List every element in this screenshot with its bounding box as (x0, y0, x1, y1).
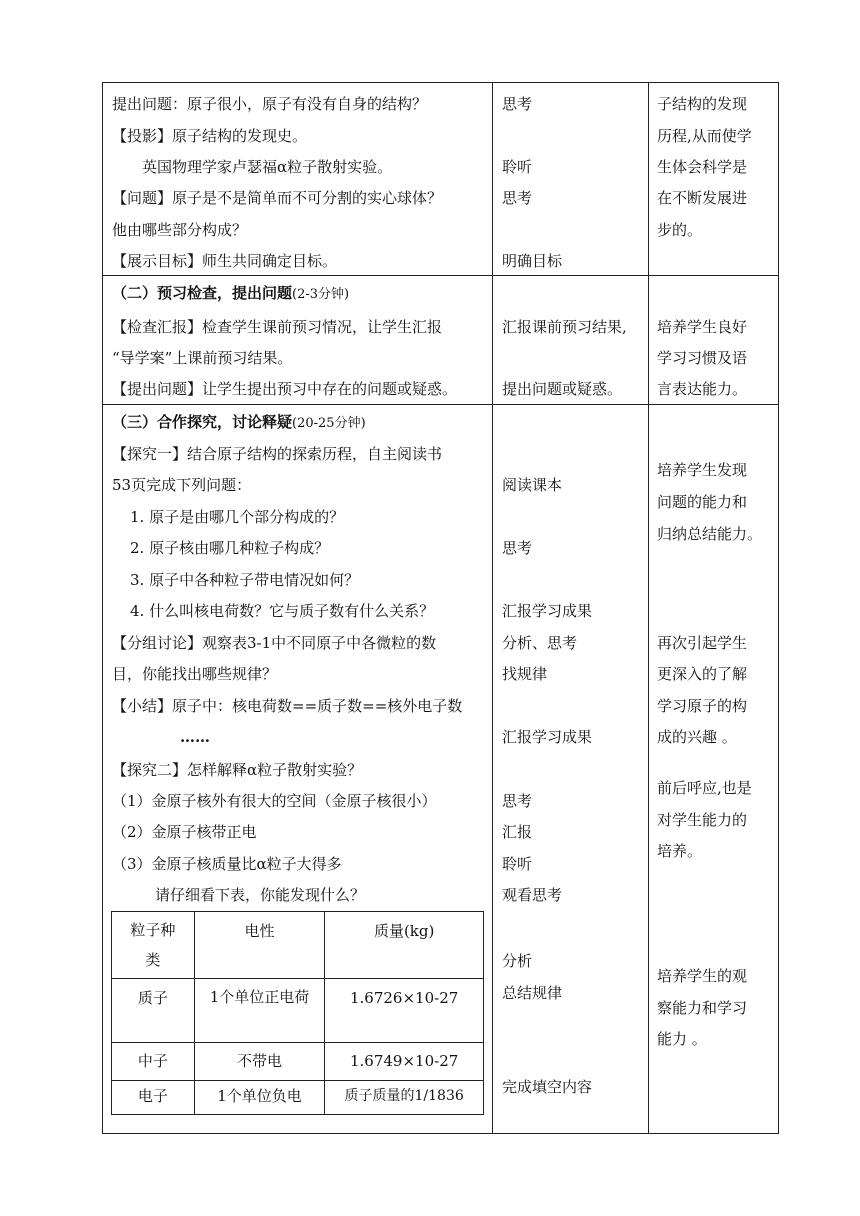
teacher-activity: 【分组讨论】观察表3-1中不同原子中各微粒的数 (112, 634, 437, 652)
design-intent: 生体会科学是 (657, 158, 748, 176)
header-cell: 粒子种类 (112, 912, 195, 979)
section-heading (112, 411, 366, 435)
design-intent: 培养学生发现 (657, 461, 748, 479)
design-intent: 子结构的发现 (657, 95, 748, 113)
teacher-activity: “导学案”上课前预习结果。 (112, 349, 293, 367)
student-activity: 思考 (502, 95, 533, 113)
student-activity: 聆听 (502, 855, 533, 873)
teacher-activity: 目，你能找出哪些规律？ (112, 665, 278, 683)
table-top-border (102, 82, 779, 83)
student-activity: 明确目标 (502, 252, 563, 270)
teacher-activity: 53页完成下列问题： (112, 476, 252, 494)
design-intent: 培养学生良好 (657, 318, 748, 336)
summary-ellipsis: …… (180, 728, 210, 746)
particle-properties-table (111, 911, 484, 1115)
student-activity: 汇报学习成果 (502, 602, 593, 620)
design-intent: 再次引起学生 (657, 634, 748, 652)
explanation-item: （1）金原子核外有很大的空间（金原子核很小） (112, 792, 437, 810)
teacher-activity: 【提出问题】让学生提出预习中存在的问题或疑惑。 (112, 380, 458, 398)
student-activity: 分析、思考 (502, 634, 578, 652)
intro-line: 【投影】原子结构的发现史。 (112, 127, 308, 145)
intro-line: 英国物理学家卢瑟福α粒子散射实验。 (142, 158, 393, 176)
teacher-activity: 【探究二】怎样解释α粒子散射实验？ (112, 761, 363, 779)
question-item: 3. 原子中各种粒子带电情况如何？ (130, 571, 360, 589)
intro-line: 提出问题：原子很小，原子有没有自身的结构？ (112, 95, 428, 113)
design-intent: 归纳总结能力。 (657, 525, 763, 543)
design-intent: 成的兴趣 。 (657, 728, 737, 746)
design-intent: 步的。 (657, 221, 703, 239)
student-activity: 汇报 (502, 823, 533, 841)
design-intent: 在不断发展进 (657, 189, 748, 207)
intro-line: 【问题】原子是不是简单而不可分割的实心球体？ (112, 189, 443, 207)
intro-line: 他由哪些部分构成？ (112, 221, 248, 239)
section-title: （二）预习检查，提出问题 (112, 284, 293, 302)
design-intent: 对学生能力的 (657, 811, 748, 829)
table-cell: 中子 (112, 1043, 195, 1081)
table-cell: 质子 (112, 979, 195, 1043)
student-activity: 聆听 (502, 158, 533, 176)
design-intent: 能力 。 (657, 1030, 707, 1048)
question-item: 4. 什么叫核电荷数？它与质子数有什么关系？ (130, 602, 435, 620)
column-divider-2 (648, 82, 649, 1134)
design-intent: 前后呼应,也是 (657, 779, 752, 797)
explanation-item: （2）金原子核带正电 (112, 823, 257, 841)
student-activity: 提出问题或疑惑。 (502, 380, 623, 398)
table-cell: 电子 (112, 1081, 195, 1115)
column-divider-1 (492, 82, 493, 1134)
design-intent: 言表达能力。 (657, 380, 748, 398)
student-activity: 总结规律 (502, 984, 563, 1002)
design-intent: 学习习惯及语 (657, 349, 748, 367)
teacher-activity: 【探究一】结合原子结构的探索历程，自主阅读书 (112, 445, 443, 463)
header-cell: 质量(kg) (325, 912, 484, 979)
explanation-item: （3）金原子核质量比α粒子大得多 (112, 855, 342, 873)
section-heading (112, 282, 349, 306)
design-intent: 察能力和学习 (657, 999, 748, 1017)
student-activity: 汇报学习成果 (502, 728, 593, 746)
student-activity: 思考 (502, 189, 533, 207)
design-intent: 问题的能力和 (657, 493, 748, 511)
question-item: 2. 原子核由哪几种粒子构成？ (130, 539, 330, 557)
student-activity: 思考 (502, 539, 533, 557)
table-header-row (112, 912, 484, 979)
student-activity: 汇报课前预习结果, (502, 318, 627, 336)
table-bottom-border (102, 1133, 779, 1134)
table-cell: 1个单位正电荷 (194, 979, 325, 1043)
summary-line: 【小结】原子中：核电荷数==质子数==核外电子数 (112, 697, 463, 715)
design-intent: 学习原子的构 (657, 697, 748, 715)
table-row (112, 1043, 484, 1081)
table-row (112, 979, 484, 1043)
row-divider-1 (102, 275, 779, 276)
row-divider-2 (102, 404, 779, 405)
header-cell: 电性 (194, 912, 325, 979)
section-duration: (2-3分钟) (292, 287, 350, 302)
intro-line: 【展示目标】师生共同确定目标。 (112, 252, 338, 270)
student-activity: 阅读课本 (502, 476, 563, 494)
student-activity: 完成填空内容 (502, 1078, 593, 1096)
student-activity: 分析 (502, 952, 533, 970)
table-cell: 1.6726×10-27 (325, 979, 484, 1043)
design-intent: 培养学生的观 (657, 967, 748, 985)
table-right-border (778, 82, 779, 1134)
student-activity: 思考 (502, 792, 533, 810)
design-intent: 更深入的了解 (657, 665, 748, 683)
design-intent: 历程,从而使学 (657, 127, 752, 145)
design-intent: 培养。 (657, 842, 703, 860)
section-duration: (20-25分钟) (292, 416, 366, 431)
table-cell: 质子质量的1/1836 (325, 1081, 484, 1115)
student-activity: 观看思考 (502, 886, 563, 904)
table-cell: 1个单位负电 (194, 1081, 325, 1115)
table-row (112, 1081, 484, 1115)
section-title: （三）合作探究，讨论释疑 (112, 413, 293, 431)
table-prompt: 请仔细看下表，你能发现什么？ (155, 886, 366, 904)
table-left-border (102, 82, 103, 1134)
teacher-activity: 【检查汇报】检查学生课前预习情况，让学生汇报 (112, 318, 443, 336)
table-cell: 1.6749×10-27 (325, 1043, 484, 1081)
question-item: 1. 原子是由哪几个部分构成的？ (130, 508, 345, 526)
table-cell: 不带电 (194, 1043, 325, 1081)
student-activity: 找规律 (502, 665, 548, 683)
